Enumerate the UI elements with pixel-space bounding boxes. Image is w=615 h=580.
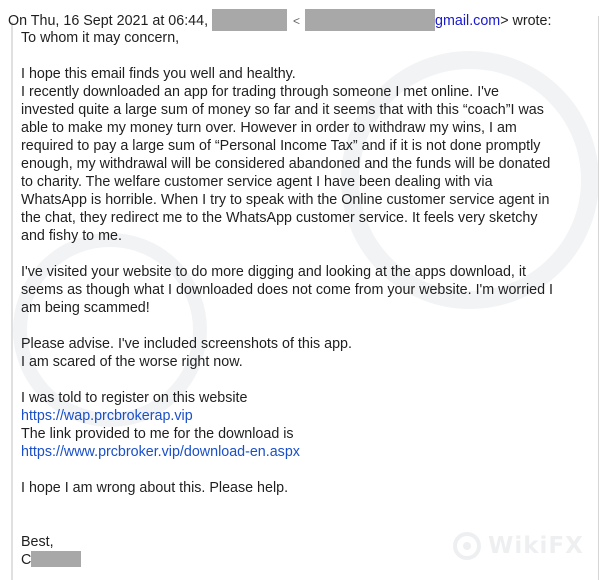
- window-divider: [598, 16, 599, 580]
- quoted-header: [8, 9, 551, 27]
- header-angle-open: <: [293, 14, 301, 28]
- quote-bar: [11, 22, 13, 580]
- paragraph-line: required to pay a large sum of “Personal Income Tax” and if it is not done promptly: [21, 138, 541, 154]
- redacted-signature: [31, 551, 81, 567]
- closing-line: I hope I am wrong about this. Please help.: [21, 480, 289, 496]
- signature: [21, 551, 81, 569]
- paragraph-line: invested quite a large sum of money so far and it seems that with this “coach”I was: [21, 102, 544, 118]
- paragraph-line: Please advise. I've included screenshots of this app.: [21, 336, 352, 352]
- signature-initial: C: [21, 552, 32, 568]
- paragraph-line: I hope this email finds you well and healthy.: [21, 66, 296, 82]
- download-text: The link provided to me for the download is: [21, 426, 294, 442]
- watermark-text: WikiFX: [488, 533, 584, 559]
- paragraph-line: WhatsApp is horrible. When I try to speak with the Online customer service agent in: [21, 192, 550, 208]
- paragraph-line: enough, my withdrawal will be considered abandoned and the funds will be donated: [21, 156, 551, 172]
- sender-email-domain[interactable]: gmail.com: [435, 13, 501, 29]
- paragraph-line: to charity. The welfare customer service agent I have been dealing with via: [21, 174, 493, 190]
- redacted-sender-email: [305, 9, 435, 31]
- sign-off: Best,: [21, 534, 54, 550]
- paragraph-line: able to make my money turn over. However in order to withdraw my wins, I am: [21, 120, 517, 136]
- paragraph-line: seems as though what I downloaded does not come from your website. I'm worried I: [21, 282, 553, 298]
- paragraph-line: am being scammed!: [21, 300, 150, 316]
- paragraph-line: I am scared of the worse right now.: [21, 354, 243, 370]
- paragraph-line: the chat, they redirect me to the WhatsApp customer service. It feels very sketchy: [21, 210, 538, 226]
- watermark: [452, 528, 584, 564]
- header-date: On Thu, 16 Sept 2021 at 06:44,: [8, 13, 209, 29]
- paragraph-line: I've visited your website to do more digging and looking at the apps download, it: [21, 264, 527, 280]
- paragraph-line: I recently downloaded an app for trading through someone I met online. I've: [21, 84, 500, 100]
- watermark-logo-icon: [452, 531, 482, 561]
- header-wrote: > wrote:: [500, 13, 552, 29]
- download-link[interactable]: https://www.prcbroker.vip/download-en.aspx: [21, 444, 300, 460]
- salutation: To whom it may concern,: [21, 30, 180, 46]
- register-link[interactable]: https://wap.prcbrokerap.vip: [21, 408, 193, 424]
- redacted-sender-name: [212, 9, 287, 31]
- register-text: I was told to register on this website: [21, 390, 248, 406]
- paragraph-line: and fishy to me.: [21, 228, 122, 244]
